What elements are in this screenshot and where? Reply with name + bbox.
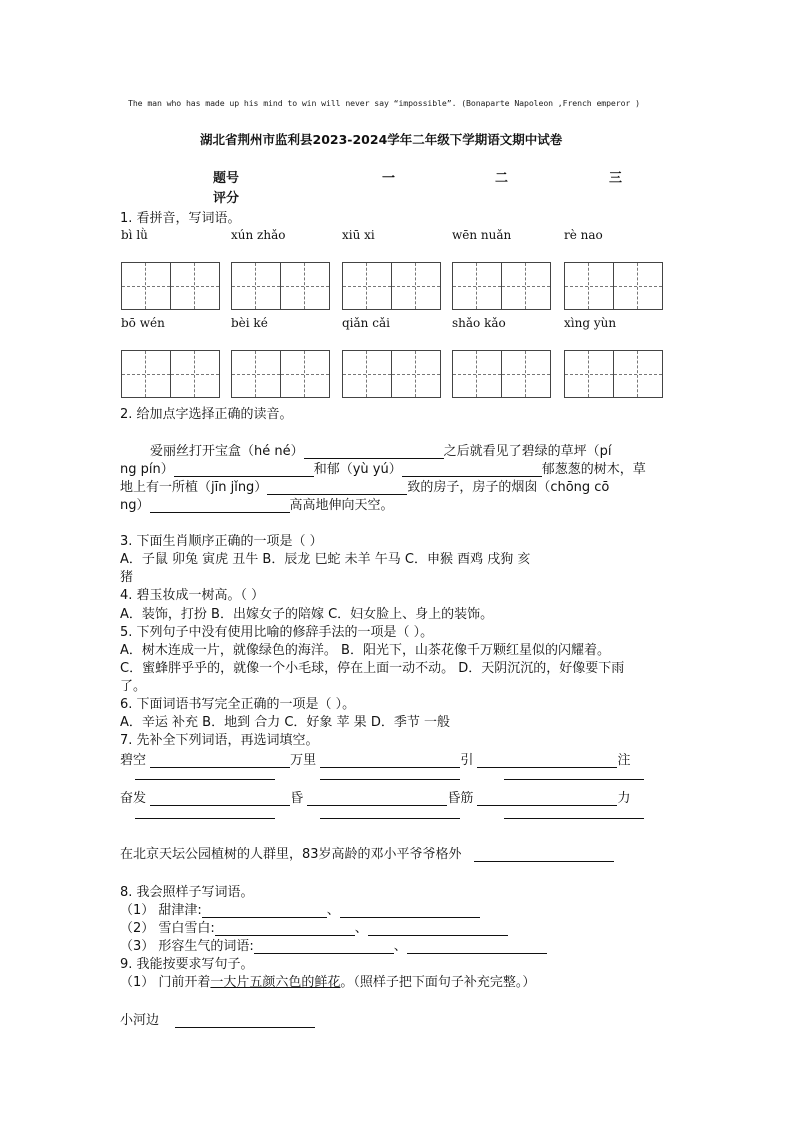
q3-stem: 3. 下面生肖顺序正确的一项是（ ） [120, 534, 323, 549]
q2-text: 和郁（yù yú） [313, 462, 402, 477]
tianzi-grid[interactable] [121, 350, 220, 398]
q3-options: A．子鼠 卯兔 寅虎 丑牛 B．辰龙 巳蛇 未羊 午马 C．申猴 酉鸡 戌狗 亥 [120, 552, 531, 567]
answer-blank[interactable] [150, 791, 290, 806]
answer-blank[interactable] [215, 921, 355, 936]
q7-stem: 7. 先补全下列词语，再选词填空。 [120, 733, 319, 748]
q8-item-1 [120, 899, 480, 918]
answer-blank[interactable] [407, 939, 547, 954]
pinyin-4: wēn nuǎn [452, 228, 512, 242]
pinyin-6: bō wén [121, 316, 165, 330]
pinyin-1: bì lǜ [121, 228, 148, 242]
answer-blank[interactable] [340, 903, 480, 918]
answer-line[interactable] [504, 779, 644, 780]
answer-line[interactable] [135, 818, 275, 819]
answer-blank[interactable] [477, 791, 617, 806]
answer-blank[interactable] [320, 753, 460, 768]
q2-text: 之后就看见了碧绿的草坪（pí [443, 444, 612, 459]
q8-stem: 8. 我会照样子写词语。 [120, 885, 254, 900]
q2-text: 高高地伸向天空。 [289, 498, 394, 513]
table-col-1: 一 [382, 171, 396, 186]
q6-stem: 6. 下面词语书写完全正确的一项是（ ）。 [120, 697, 356, 712]
answer-blank[interactable] [477, 753, 617, 768]
table-label-score: 评分 [213, 191, 240, 206]
answer-blank[interactable] [307, 791, 447, 806]
underlined-phrase: 一大片五颜六色的鲜花 [210, 975, 341, 990]
answer-line[interactable] [504, 818, 644, 819]
answer-blank[interactable] [174, 462, 314, 477]
table-label-number: 题号 [213, 171, 240, 186]
q7-row-1 [120, 749, 630, 768]
pinyin-7: bèi ké [231, 316, 268, 330]
tianzi-grid[interactable] [231, 350, 330, 398]
tianzi-grid[interactable] [231, 262, 330, 310]
separator: 、 [326, 903, 340, 918]
q8-item-2 [120, 917, 508, 936]
tianzi-grid[interactable] [452, 350, 551, 398]
answer-blank[interactable] [402, 462, 542, 477]
q2-text: 爱丽丝打开宝盒（hé né） [150, 444, 304, 459]
q2-text: 地上有一所植（jīn jǐng） [120, 480, 268, 495]
q4-options: A．装饰，打扮 B．出嫁女子的陪嫁 C．妇女脸上、身上的装饰。 [120, 607, 494, 622]
q9-text: 小河边 [120, 1013, 160, 1028]
pinyin-9: shǎo kǎo [452, 316, 506, 330]
answer-blank[interactable] [474, 847, 614, 862]
q9-text: 。（照样子把下面句子补充完整。） [340, 975, 536, 990]
q1-title: 1. 看拼音，写词语。 [120, 211, 241, 226]
separator: 、 [354, 921, 368, 936]
q8-label: （1） 甜津津: [120, 903, 202, 918]
q2-title: 2. 给加点字选择正确的读音。 [120, 407, 293, 422]
word-part: 引 [460, 753, 474, 768]
answer-blank[interactable] [150, 753, 290, 768]
word-part: 昏 [290, 791, 304, 806]
answer-blank[interactable] [254, 939, 394, 954]
answer-blank[interactable] [150, 498, 290, 513]
q9-item-2 [120, 1009, 315, 1028]
tianzi-grid[interactable] [564, 350, 663, 398]
q9-text: （1） 门前开着 [120, 975, 211, 990]
q8-label: （3） 形容生气的词语: [120, 939, 254, 954]
pinyin-8: qiǎn cǎi [342, 316, 390, 330]
table-col-3: 三 [609, 171, 623, 186]
answer-blank[interactable] [175, 1013, 315, 1028]
answer-line[interactable] [135, 779, 275, 780]
answer-blank[interactable] [368, 921, 508, 936]
q2-text: 致的房子，房子的烟囱（chōng cō [407, 480, 610, 495]
answer-blank[interactable] [267, 480, 407, 495]
q2-text: ng pín） [120, 462, 174, 477]
answer-line[interactable] [320, 818, 460, 819]
tianzi-grid[interactable] [342, 350, 441, 398]
q7-sentence-text: 在北京天坛公园植树的人群里，83岁高龄的邓小平爷爷格外 [120, 847, 462, 862]
q7-sentence [120, 843, 614, 862]
answer-blank[interactable] [304, 444, 444, 459]
q5-option-ab: A．树木连成一片，就像绿色的海洋。 B．阳光下，山茶花像千万颗红星似的闪耀着。 [120, 643, 610, 658]
separator: 、 [393, 939, 407, 954]
q5-option-cont: 了。 [120, 679, 147, 694]
answer-line[interactable] [320, 779, 460, 780]
q2-line-4 [120, 494, 394, 513]
q9-stem: 9. 我能按要求写句子。 [120, 957, 254, 972]
tianzi-grid[interactable] [564, 262, 663, 310]
q7-row-2 [120, 787, 630, 806]
q6-options: A．辛运 补充 B．地到 合力 C．好象 苹 果 D．季节 一般 [120, 715, 450, 730]
tianzi-grid[interactable] [121, 262, 220, 310]
q4-stem: 4. 碧玉妆成一树高。（ ） [120, 588, 265, 603]
q3-options-cont: 猪 [120, 570, 134, 585]
q8-item-3 [120, 935, 547, 954]
pinyin-3: xiū xi [342, 228, 375, 242]
q2-text: ng） [120, 498, 150, 513]
word-part: 昏筋 [447, 791, 474, 806]
motto: The man who has made up his mind to win will never say “impossible”. (Bonaparte Napoleon ,French emperor ) [128, 98, 640, 108]
page-title: 湖北省荆州市监利县2023-2024学年二年级下学期语文期中试卷 [200, 132, 563, 147]
word-prefix: 奋发 [120, 791, 147, 806]
q2-text: 郁葱葱的树木，草 [541, 462, 646, 477]
q8-label: （2） 雪白雪白: [120, 921, 215, 936]
answer-blank[interactable] [202, 903, 327, 918]
word-prefix: 碧空 [120, 753, 147, 768]
q2-line-2 [120, 458, 646, 477]
q5-option-cd: C．蜜蜂胖乎乎的，就像一个小毛球，停在上面一动不动。 D．天阴沉沉的，好像要下雨 [120, 661, 625, 676]
q2-line-1 [150, 440, 611, 459]
pinyin-10: xìng yùn [564, 316, 617, 330]
q5-stem: 5. 下列句子中没有使用比喻的修辞手法的一项是（ ）。 [120, 625, 434, 640]
word-part: 力 [617, 791, 631, 806]
pinyin-2: xún zhǎo [231, 228, 286, 242]
tianzi-grid[interactable] [452, 262, 551, 310]
tianzi-grid[interactable] [342, 262, 441, 310]
q2-line-3 [120, 476, 609, 495]
word-part: 万里 [290, 753, 317, 768]
q9-item-1 [120, 971, 535, 990]
pinyin-5: rè nao [564, 228, 603, 242]
table-col-2: 二 [495, 171, 509, 186]
word-part: 注 [617, 753, 631, 768]
